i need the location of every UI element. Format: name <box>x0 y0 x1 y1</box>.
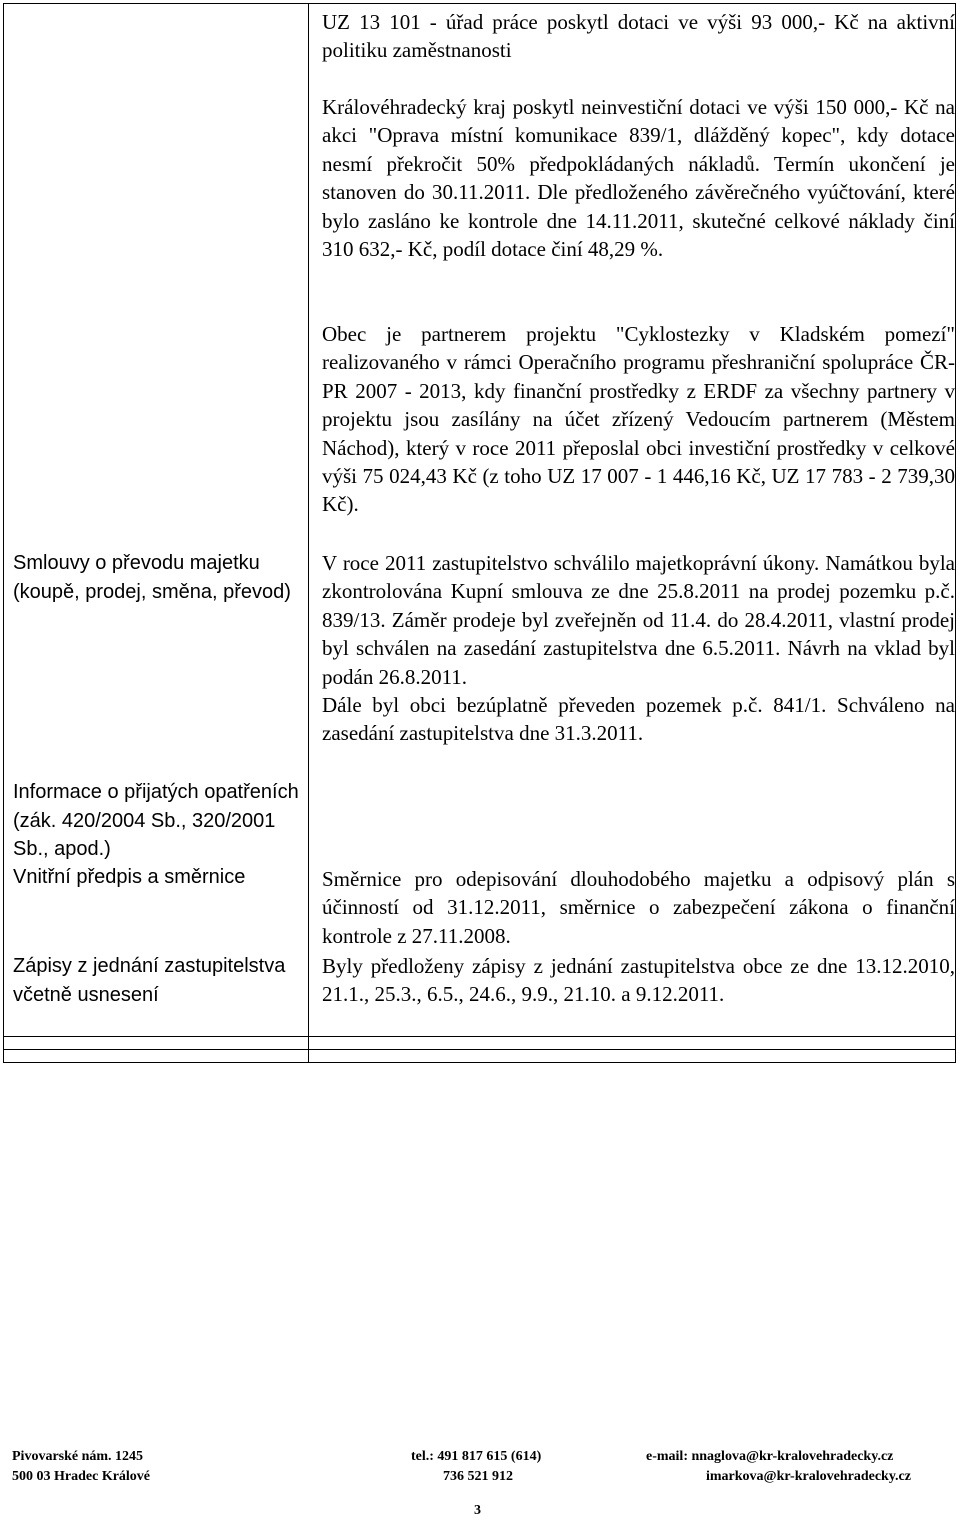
text-smlouvy <box>322 549 955 748</box>
footer-tel-line1: tel.: 491 817 615 (614) <box>411 1449 542 1464</box>
empty-row <box>4 1050 956 1063</box>
empty-cell <box>4 1037 309 1050</box>
label-zapisy: Zápisy z jednání zastupitelstva včetně usnesení <box>13 955 286 1006</box>
empty-cell <box>309 1050 956 1063</box>
table-row <box>4 4 956 1037</box>
audit-table <box>3 3 956 1063</box>
left-column-cell <box>4 4 309 1037</box>
footer-address-line2: 500 03 Hradec Králové <box>12 1469 151 1484</box>
label-smlouvy: Smlouvy o převodu majetku (koupě, prodej, směna, převod) <box>13 552 291 603</box>
footer-address-line1: Pivovarské nám. 1245 <box>12 1449 144 1464</box>
footer-email-line2: imarkova@kr-kralovehradecky.cz <box>706 1469 911 1484</box>
footer-tel-line2: 736 521 912 <box>443 1469 513 1484</box>
label-informace: Informace o přijatých opatřeních (zák. 420/2004 Sb., 320/2001 Sb., apod.) <box>13 781 299 860</box>
text-uz-13101: UZ 13 101 - úřad práce poskytl dotaci ve výši 93 000,- Kč na aktivní politiku zaměstnanosti <box>322 10 955 63</box>
right-column-cell <box>309 4 956 1037</box>
empty-cell <box>4 1050 309 1063</box>
text-cyklostezky: Obec je partnerem projektu "Cyklostezky v Kladském pomezí" realizovaného v rámci Operačního programu přeshraniční spolupráce ČR-PR 2007 - 2013, kdy finanční prostředky z ERDF za všechny partnery v projektu jsou zasílány na účet zřízený Vedoucím partnerem (Městem Náchod), který v roce 2011 přeposlal obci investiční prostředky v celkové výši 75 024,43 Kč (z toho UZ 17 007 - 1 446,16 Kč, UZ 17 783 - 2 739,30 Kč). <box>322 322 955 517</box>
text-smernice: Směrnice pro odepisování dlouhodobého majetku a odpisový plán s účinností od 31.12.2011, směrnice o zabezpečení zákona o finanční kontrole z 27.11.2008. <box>322 867 955 948</box>
footer-email-line1: e-mail: nnaglova@kr-kralovehradecky.cz <box>646 1449 894 1464</box>
empty-row <box>4 1037 956 1050</box>
text-kraj-dotace: Královéhradecký kraj poskytl neinvestiční dotaci ve výši 150 000,- Kč na akci "Oprava místní komunikace 839/1, dlážděný kopec", kdy dotace nesmí překročit 50% předpokládaných nákladů. Termín ukončení je stanoven do 30.11.2011. Dle předloženého závěrečného vyúčtování, které bylo zasláno ke kontrole dne 14.11.2011, skutečné celkové náklady činí 310 632,- Kč, podíl dotace činí 48,29 %. <box>322 95 955 262</box>
label-vnitrni-predpis: Vnitřní předpis a směrnice <box>13 866 246 888</box>
empty-cell <box>309 1037 956 1050</box>
text-smlouvy-p1: V roce 2011 zastupitelstvo schválilo majetkoprávní úkony. Namátkou byla zkontrolována Kupní smlouva ze dne 25.8.2011 na prodej pozemku p.č. 839/13. Záměr prodeje byl zveřejněn od 11.4. do 28.4.2011, vlastní prodej byl schválen na zasedání zastupitelstva dne 6.5.2011. Návrh na vklad byl podán 26.8.2011. <box>322 551 955 689</box>
text-smlouvy-p2: Dále byl obci bezúplatně převeden pozemek p.č. 841/1. Schváleno na zasedání zastupitelstva dne 31.3.2011. <box>322 693 955 746</box>
page-number: 3 <box>474 1503 481 1518</box>
text-zapisy: Byly předloženy zápisy z jednání zastupitelstva obce ze dne 13.12.2010, 21.1., 25.3., 6.5., 24.6., 9.9., 21.10. a 9.12.2011. <box>322 954 955 1007</box>
